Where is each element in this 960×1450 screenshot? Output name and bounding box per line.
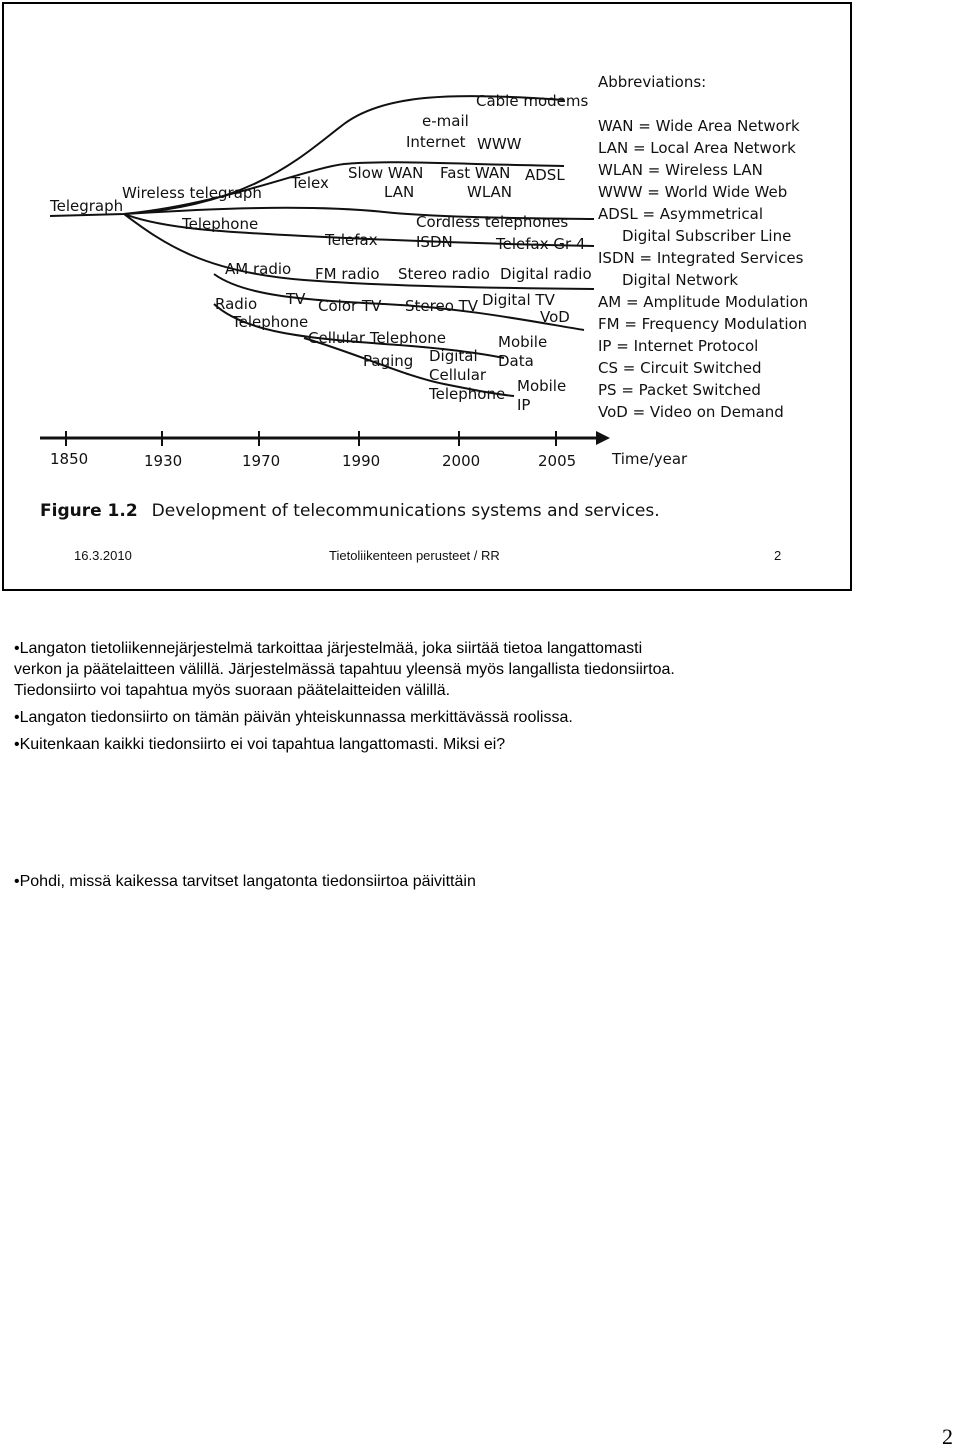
label-vod: VoD bbox=[540, 308, 570, 326]
figure-number: Figure 1.2 bbox=[40, 501, 138, 521]
abbr-line: CS = Circuit Switched bbox=[598, 359, 762, 377]
abbr-line: ADSL = Asymmetrical bbox=[598, 205, 764, 223]
abbr-line: IP = Internet Protocol bbox=[598, 337, 759, 355]
abbreviations-title: Abbreviations: bbox=[598, 73, 707, 91]
abbr-line: AM = Amplitude Modulation bbox=[598, 293, 809, 311]
label-wlan: WLAN bbox=[467, 183, 513, 201]
timeline-year: 1970 bbox=[242, 452, 281, 470]
footer-slide-number: 2 bbox=[774, 548, 782, 563]
label-telegraph: Telegraph bbox=[50, 197, 124, 215]
note-line: •Kuitenkaan kaikki tiedonsiirto ei voi tapahtua langattomasti. Miksi ei? bbox=[14, 736, 506, 753]
label-fm-radio: FM radio bbox=[315, 265, 380, 283]
label-mobile-ip-2: IP bbox=[517, 396, 531, 414]
timeline-year: 2000 bbox=[442, 452, 481, 470]
abbr-line: LAN = Local Area Network bbox=[598, 139, 796, 157]
note-line: •Pohdi, missä kaikessa tarvitset langatonta tiedonsiirtoa päivittäin bbox=[14, 873, 476, 890]
label-digital-cellular-3: Telephone bbox=[429, 385, 506, 403]
label-mobile-data-1: Mobile bbox=[498, 333, 548, 351]
label-cordless-telephones: Cordless telephones bbox=[416, 213, 569, 231]
footer-date: 16.3.2010 bbox=[74, 548, 132, 563]
label-telefax-gr4: Telefax Gr 4 bbox=[496, 235, 586, 253]
label-email: e-mail bbox=[422, 112, 469, 130]
timeline-year: 1930 bbox=[144, 452, 183, 470]
figure-caption-text: Development of telecommunications systems and services. bbox=[151, 501, 660, 521]
label-stereo-tv: Stereo TV bbox=[405, 297, 479, 315]
label-tv: TV bbox=[286, 290, 306, 308]
label-telefax: Telefax bbox=[325, 231, 378, 249]
timeline-axis-label: Time/year bbox=[612, 450, 688, 468]
label-color-tv: Color TV bbox=[318, 297, 382, 315]
abbr-line: Digital Subscriber Line bbox=[622, 227, 792, 245]
timeline-arrow-icon bbox=[596, 431, 610, 445]
label-mobile-ip-1: Mobile bbox=[517, 377, 567, 395]
label-cable-modems: Cable modems bbox=[476, 92, 589, 110]
label-digital-cellular-1: Digital bbox=[429, 347, 478, 365]
label-mobile-data-2: Data bbox=[498, 352, 534, 370]
label-digital-tv: Digital TV bbox=[482, 291, 555, 309]
label-radio: Radio bbox=[215, 295, 258, 313]
label-digital-radio: Digital radio bbox=[500, 265, 592, 283]
note-line: •Langaton tiedonsiirto on tämän päivän yhteiskunnassa merkittävässä roolissa. bbox=[14, 709, 573, 726]
abbr-line: Digital Network bbox=[622, 271, 739, 289]
label-radio-telephone: Telephone bbox=[232, 313, 309, 331]
abbr-line: WAN = Wide Area Network bbox=[598, 117, 800, 135]
label-fast-wan: Fast WAN bbox=[440, 164, 511, 182]
label-cellular-telephone: Cellular Telephone bbox=[308, 329, 447, 347]
abbr-line: FM = Frequency Modulation bbox=[598, 315, 808, 333]
label-internet: Internet bbox=[406, 133, 466, 151]
label-wireless-telegraph: Wireless telegraph bbox=[122, 184, 262, 202]
abbr-line: ISDN = Integrated Services bbox=[598, 249, 804, 267]
timeline-axis bbox=[40, 431, 688, 470]
telecom-development-diagram bbox=[4, 4, 854, 593]
label-isdn: ISDN bbox=[416, 233, 453, 251]
abbr-line: PS = Packet Switched bbox=[598, 381, 761, 399]
timeline-year: 1850 bbox=[50, 450, 89, 468]
lecture-notes bbox=[14, 638, 914, 892]
abbreviations-list bbox=[598, 73, 808, 421]
note-line: Tiedonsiirto voi tapahtua myös suoraan päätelaitteiden välillä. bbox=[14, 682, 451, 699]
timeline-year: 1990 bbox=[342, 452, 381, 470]
abbr-line: WWW = World Wide Web bbox=[598, 183, 788, 201]
label-am-radio: AM radio bbox=[225, 260, 292, 278]
label-adsl: ADSL bbox=[525, 166, 565, 184]
label-stereo-radio: Stereo radio bbox=[398, 265, 490, 283]
abbr-line: VoD = Video on Demand bbox=[598, 403, 784, 421]
note-line: •Langaton tietoliikennejärjestelmä tarkoittaa järjestelmää, joka siirtää tietoa langattomasti bbox=[14, 640, 643, 657]
footer-course: Tietoliikenteen perusteet / RR bbox=[329, 548, 500, 563]
label-paging: Paging bbox=[363, 352, 414, 370]
figure-caption bbox=[40, 501, 660, 521]
label-www: WWW bbox=[477, 135, 522, 153]
timeline-year: 2005 bbox=[538, 452, 577, 470]
abbr-line: WLAN = Wireless LAN bbox=[598, 161, 763, 179]
label-digital-cellular-2: Cellular bbox=[429, 366, 487, 384]
label-lan: LAN bbox=[384, 183, 415, 201]
label-telex: Telex bbox=[291, 174, 329, 192]
label-telephone: Telephone bbox=[182, 215, 259, 233]
slide-image bbox=[2, 2, 852, 591]
label-slow-wan: Slow WAN bbox=[348, 164, 424, 182]
page-number: 2 bbox=[942, 1424, 953, 1449]
note-line: verkon ja päätelaitteen välillä. Järjestelmässä tapahtuu yleensä myös langallista tiedonsiirtoa. bbox=[14, 661, 675, 678]
